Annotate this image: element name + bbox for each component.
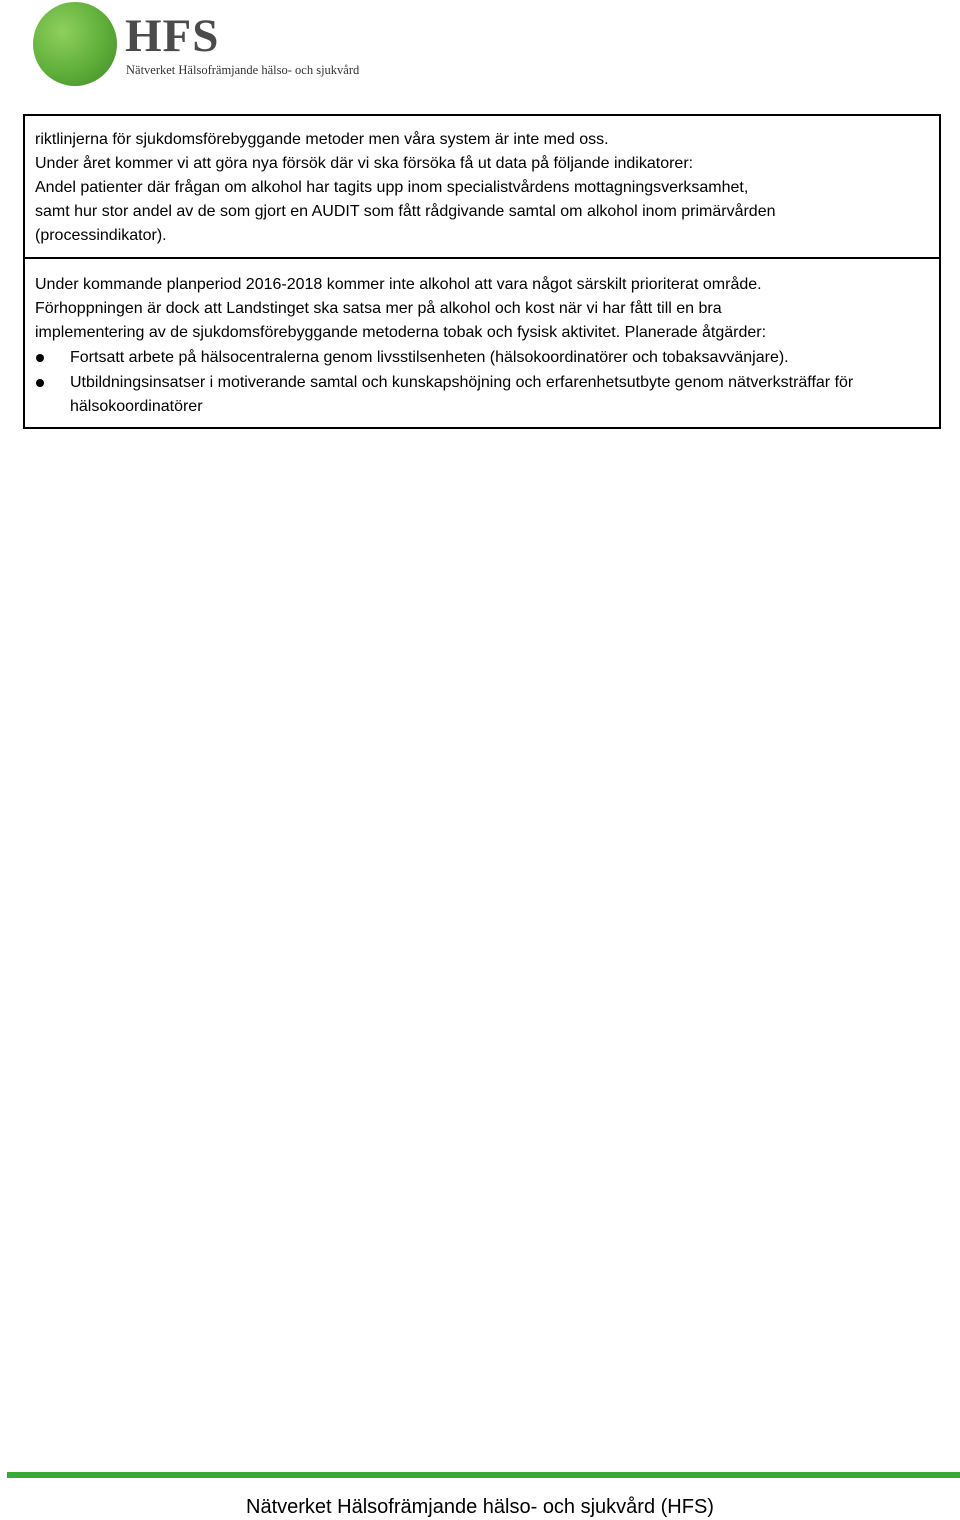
paragraph-line: riktlinjerna för sjukdomsförebyggande metoder men våra system är inte med oss. — [35, 131, 609, 148]
paragraph-line: Under kommande planperiod 2016-2018 kommer inte alkohol att vara något särskilt prioriterat område. — [35, 276, 762, 293]
list-item-text: Utbildningsinsatser i motiverande samtal och kunskapshöjning och erfarenhetsutbyte genom nätverksträffar för hälsokoordinatörer — [70, 374, 854, 415]
content-cell-2 — [25, 259, 939, 427]
paragraph-line: Andel patienter där frågan om alkohol har tagits upp inom specialistvårdens mottagningsverksamhet, — [35, 179, 749, 196]
action-list — [35, 346, 929, 419]
logo-title: HFS — [125, 10, 220, 62]
list-item — [35, 371, 929, 419]
bullet-icon — [36, 379, 44, 387]
list-item — [35, 346, 929, 370]
paragraph-line: Under året kommer vi att göra nya försök där vi ska försöka få ut data på följande indikatorer: — [35, 155, 694, 172]
content-cell-1 — [25, 116, 939, 259]
content-table — [23, 114, 941, 429]
footer-rule — [7, 1472, 960, 1478]
paragraph-line: (processindikator). — [35, 227, 167, 244]
list-item-text: Fortsatt arbete på hälsocentralerna genom livsstilsenheten (hälsokoordinatörer och tobaksavvänjare). — [70, 349, 789, 366]
paragraph-line: samt hur stor andel av de som gjort en AUDIT som fått rådgivande samtal om alkohol inom primärvården — [35, 203, 776, 220]
paragraph-line: implementering av de sjukdomsförebyggande metoderna tobak och fysisk aktivitet. Planerade åtgärder: — [35, 324, 767, 341]
logo-subtitle: Nätverket Hälsofrämjande hälso- och sjukvård — [126, 63, 360, 77]
logo-circle-icon — [33, 2, 117, 86]
hfs-logo — [33, 2, 373, 88]
bullet-icon — [36, 354, 44, 362]
paragraph-line: Förhoppningen är dock att Landstinget ska satsa mer på alkohol och kost när vi har fått till en bra — [35, 300, 722, 317]
footer-text: Nätverket Hälsofrämjande hälso- och sjukvård (HFS) — [246, 1496, 714, 1518]
